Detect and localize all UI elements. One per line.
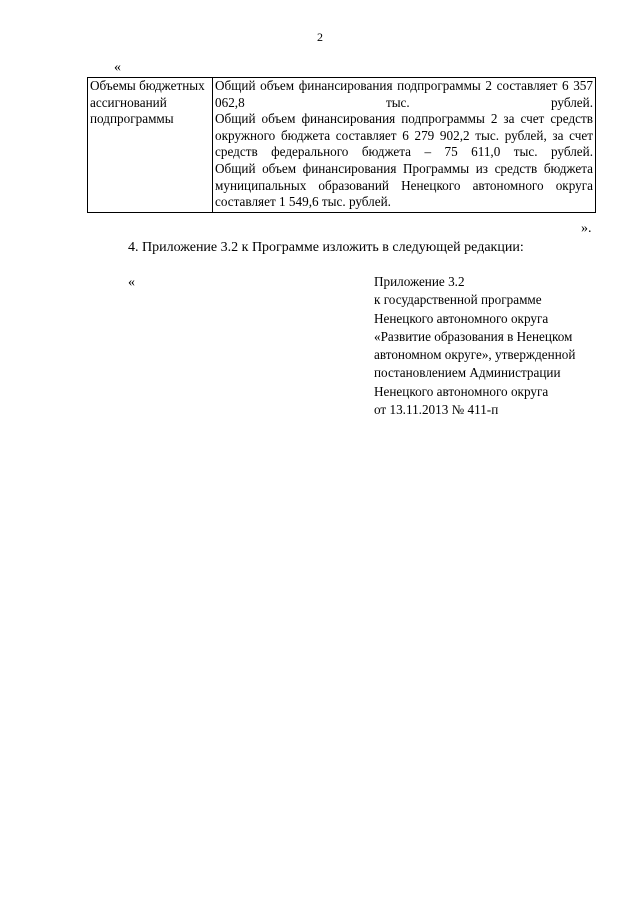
annex-header-block — [374, 273, 614, 419]
closing-quote-mark: ». — [581, 221, 592, 236]
amendment-item-4: 4. Приложение 3.2 к Программе изложить в следующей редакции: — [128, 240, 524, 255]
annex-opening-quote-mark: « — [128, 275, 135, 290]
budget-label-cell — [88, 78, 213, 213]
financing-paragraph-sources: Общий объем финансирования подпрограммы 2 за счет средств окружного бюджета составляет 6 279 902,2 тыс. рублей, за счет средств федерального бюджета – 75 611,0 тыс. рублей. — [215, 111, 593, 160]
label-line: ассигнований — [90, 94, 167, 110]
label-line: Объемы бюджетных — [90, 78, 205, 93]
annex-line: Ненецкого автономного округа — [374, 383, 549, 399]
table-row — [88, 78, 596, 213]
annex-line: к государственной программе — [374, 292, 542, 308]
annex-line: Приложение 3.2 — [374, 274, 465, 289]
annex-line: постановлением Администрации — [374, 365, 561, 381]
page-number: 2 — [317, 30, 323, 44]
annex-line: автономном округе», утвержденной — [374, 347, 576, 363]
opening-quote-mark: « — [114, 60, 121, 75]
budget-table — [87, 77, 596, 213]
label-line: подпрограммы — [90, 111, 174, 127]
annex-line: от 13.11.2013 № 411-п — [374, 402, 499, 418]
annex-line: «Развитие образования в Ненецком — [374, 328, 573, 344]
annex-line: Ненецкого автономного округа — [374, 310, 549, 326]
financing-paragraph-municipal: Общий объем финансирования Программы из средств бюджета муниципальных образований Ненецкого автономного округа составляет 1 549,6 тыс. рублей. — [215, 160, 593, 210]
budget-value-cell — [213, 78, 596, 213]
financing-paragraph-total: Общий объем финансирования подпрограммы 2 составляет 6 357 062,8 тыс. рублей. — [215, 78, 593, 110]
